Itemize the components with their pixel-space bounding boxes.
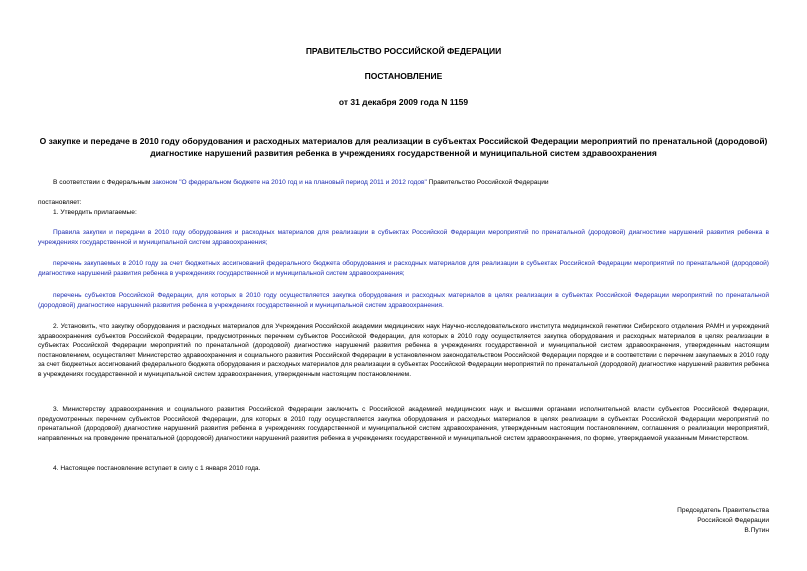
date-number-heading: от 31 декабря 2009 года N 1159 — [338, 97, 469, 107]
purchases-list-link-paragraph — [38, 259, 769, 278]
document-type-heading: ПОСТАНОВЛЕНИЕ — [364, 71, 443, 81]
subjects-list-link[interactable]: перечень субъектов Российской Федерации, для которых в 2010 году осуществляется закупка оборудования и расходных материалов в целях реализации в субъектах Российской Федерации мероприятий по пренатальной (дородовой) диагностике нарушений развития ребенка в учреждениях государственной и муниципальной систем здравоохранения. — [38, 292, 769, 309]
intro-paragraph — [38, 178, 769, 188]
rules-link-paragraph — [38, 228, 769, 247]
signature-title: Председатель Правительства — [677, 507, 769, 514]
issuer-heading: ПРАВИТЕЛЬСТВО РОССИЙСКОЙ ФЕДЕРАЦИИ — [305, 46, 502, 56]
document-title: О закупке и передаче в 2010 году оборудования и расходных материалов для реализации в субъектах Российской Федерации мероприятий по пренатальной (дородовой) диагностике нарушений развития ребенка в учреждениях государственной и муниципальной систем здравоохранения — [39, 136, 768, 158]
item-4-text: 4. Настоящее постановление вступает в силу с 1 января 2010 года. — [53, 465, 261, 472]
federal-budget-law-link[interactable]: законом "О федеральном бюджете на 2010 год и на плановый период 2011 и 2012 годов" — [152, 179, 427, 186]
item-3-text: 3. Министерству здравоохранения и социального развития Российской Федерации заключить с Российской академией медицинских наук и высшими органами исполнительной власти субъектов Российской Федерации, предусмотренных перечнем субъектов Российской Федерации, для которых в 2010 году осуществляется закупка оборудования и расходных материалов в целях реализации в субъектах Российской Федерации мероприятий по пренатальной (дородовой) диагностике нарушений развития ребенка в учреждениях государственной и муниципальной систем здравоохранения, утвержденным настоящим постановлением, соглашения о реализации мероприятий, направленных на проведение пренатальной (дородовой) диагностики нарушений развития ребенка в учреждениях государственной и муниципальной систем здравоохранения, по форме, утверждаемой указанным Министерством. — [38, 406, 769, 442]
signature-name: В.Путин — [744, 527, 769, 534]
item-2-text: 2. Установить, что закупку оборудования и расходных материалов для Учреждения Российской академии медицинских наук Научно-исследовательского института медицинской генетики Сибирского отделения РАМН и учреждений здравоохранения субъектов Российской Федерации, предусмотренных перечнем субъектов Российской Федерации, для которых в 2010 году осуществляется закупка оборудования и расходных материалов в целях реализации в субъектах Российской Федерации мероприятий по пренатальной (дородовой) диагностике нарушений развития ребенка в учреждениях государственной и муниципальной систем здравоохранения, утвержденным настоящим постановлением, осуществляет Министерство здравоохранения и социального развития Российской Федерации в установленном законодательством Российской Федерации порядке и в соответствии с перечнем закупаемых в 2010 году за счет бюджетных ассигнований федерального бюджета оборудования и расходных материалов для реализации в субъектах Российской Федерации мероприятий по пренатальной (дородовой) диагностике нарушений развития ребенка в учреждениях государственной и муниципальной систем здравоохранения, утвержденным настоящим постановлением. — [38, 323, 769, 378]
rules-link[interactable]: Правила закупки и передачи в 2010 году оборудования и расходных материалов для реализации в субъектах Российской Федерации мероприятий по пренатальной (дородовой) диагностике нарушений развития ребенка в учреждениях государственной и муниципальной систем здравоохранения; — [38, 229, 769, 246]
subjects-list-link-paragraph — [38, 291, 769, 310]
purchases-list-link[interactable]: перечень закупаемых в 2010 году за счет бюджетных ассигнований федерального бюджета оборудования и расходных материалов для реализации в субъектах Российской Федерации мероприятий по пренатальной (дородовой) диагностике нарушений развития ребенка в учреждениях государственной и муниципальной систем здравоохранения; — [38, 260, 769, 277]
decrees-word: постановляет: — [38, 199, 82, 206]
signature-country: Российской Федерации — [697, 517, 769, 524]
intro-suffix: Правительство Российской Федерации — [426, 179, 549, 186]
intro-prefix: В соответствии с Федеральным — [53, 179, 153, 186]
item-1-text: 1. Утвердить прилагаемые: — [53, 209, 137, 216]
